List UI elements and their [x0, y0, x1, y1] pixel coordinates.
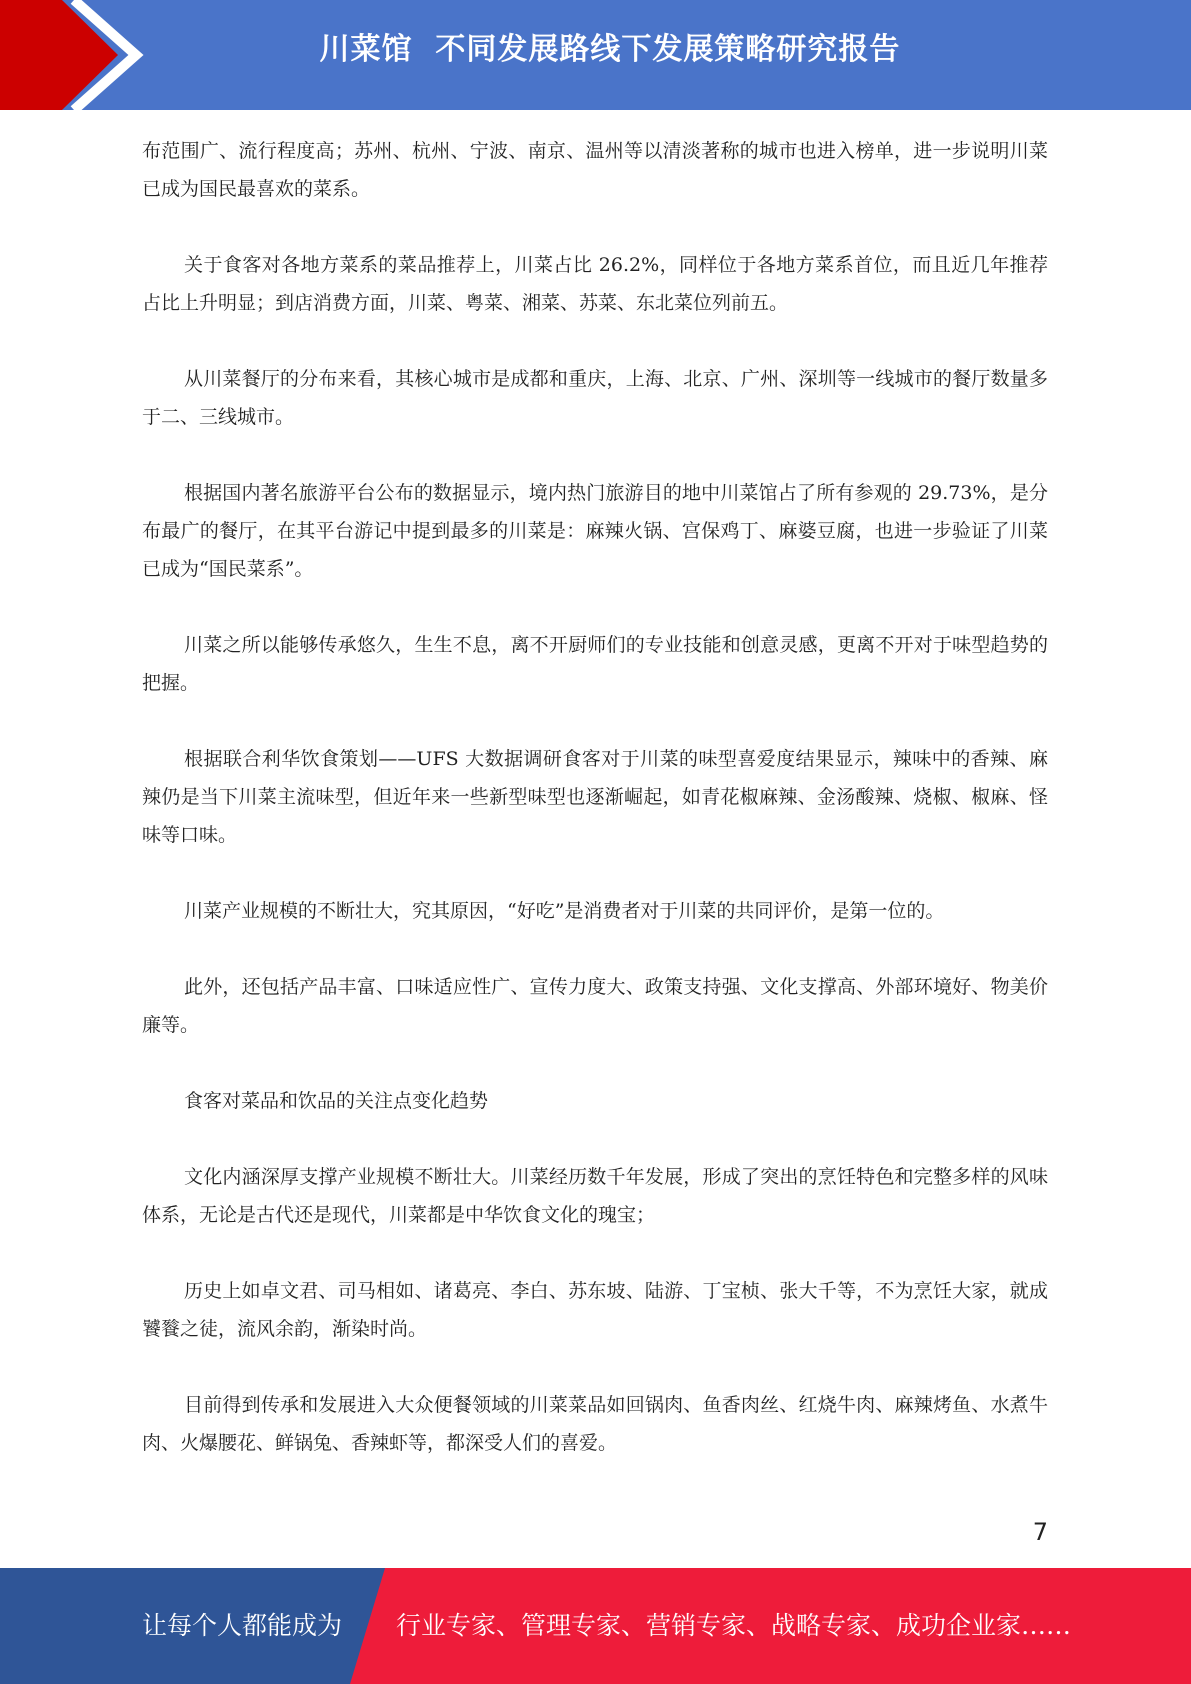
paragraph-3: 从川菜餐厅的分布来看，其核心城市是成都和重庆，上海、北京、广州、深圳等一线城市的餐厅数量多于二、三线城市。 [142, 368, 1048, 428]
page-footer [0, 1568, 1191, 1684]
paragraph-7: 川菜产业规模的不断壮大，究其原因，“好吃”是消费者对于川菜的共同评价，是第一位的。 [184, 900, 945, 922]
page-title: 川菜馆 不同发展路线下发展策略研究报告 [319, 32, 901, 67]
paragraph-6: 根据联合利华饮食策划——UFS 大数据调研食客对于川菜的味型喜爱度结果显示，辣味中的香辣、麻辣仍是当下川菜主流味型，但近年来一些新型味型也逐渐崛起，如青花椒麻辣、金汤酸辣、烧椒、椒麻、怪味等口味。 [142, 748, 1048, 846]
footer-slogan-right: 行业专家、管理专家、营销专家、战略专家、成功企业家…… [396, 1611, 1072, 1640]
paragraph-8: 此外，还包括产品丰富、口味适应性广、宣传力度大、政策支持强、文化支撑高、外部环境好、物美价廉等。 [142, 976, 1048, 1036]
paragraph-12: 目前得到传承和发展进入大众便餐领域的川菜菜品如回锅肉、鱼香肉丝、红烧牛肉、麻辣烤鱼、水煮牛肉、火爆腰花、鲜锅兔、香辣虾等，都深受人们的喜爱。 [142, 1394, 1048, 1454]
paragraph-4: 根据国内著名旅游平台公布的数据显示，境内热门旅游目的地中川菜馆占了所有参观的 29.73%，是分布最广的餐厅，在其平台游记中提到最多的川菜是：麻辣火锅、宫保鸡丁、麻婆豆腐，也进一步验证了川菜已成为“国民菜系”。 [142, 482, 1048, 580]
page-number: 7 [1032, 1518, 1048, 1546]
paragraph-10: 文化内涵深厚支撑产业规模不断壮大。川菜经历数千年发展，形成了突出的烹饪特色和完整多样的风味体系，无论是古代还是现代，川菜都是中华饮食文化的瑰宝； [142, 1166, 1048, 1226]
page-header [0, 0, 1191, 110]
paragraph-5: 川菜之所以能够传承悠久，生生不息，离不开厨师们的专业技能和创意灵感，更离不开对于味型趋势的把握。 [142, 634, 1048, 694]
paragraph-1: 布范围广、流行程度高；苏州、杭州、宁波、南京、温州等以清淡著称的城市也进入榜单，进一步说明川菜已成为国民最喜欢的菜系。 [142, 140, 1048, 200]
paragraph-11: 历史上如卓文君、司马相如、诸葛亮、李白、苏东坡、陆游、丁宝桢、张大千等，不为烹饪大家，就成饕餮之徒，流风余韵，渐染时尚。 [142, 1280, 1048, 1340]
section-heading: 食客对菜品和饮品的关注点变化趋势 [184, 1090, 489, 1112]
paragraph-2: 关于食客对各地方菜系的菜品推荐上，川菜占比 26.2%，同样位于各地方菜系首位，而且近几年推荐占比上升明显；到店消费方面，川菜、粤菜、湘菜、苏菜、东北菜位列前五。 [142, 254, 1048, 314]
header-arrow-decoration [0, 0, 160, 110]
footer-slogan-left: 让每个人都能成为 [142, 1611, 343, 1640]
document-body [142, 132, 1048, 1500]
